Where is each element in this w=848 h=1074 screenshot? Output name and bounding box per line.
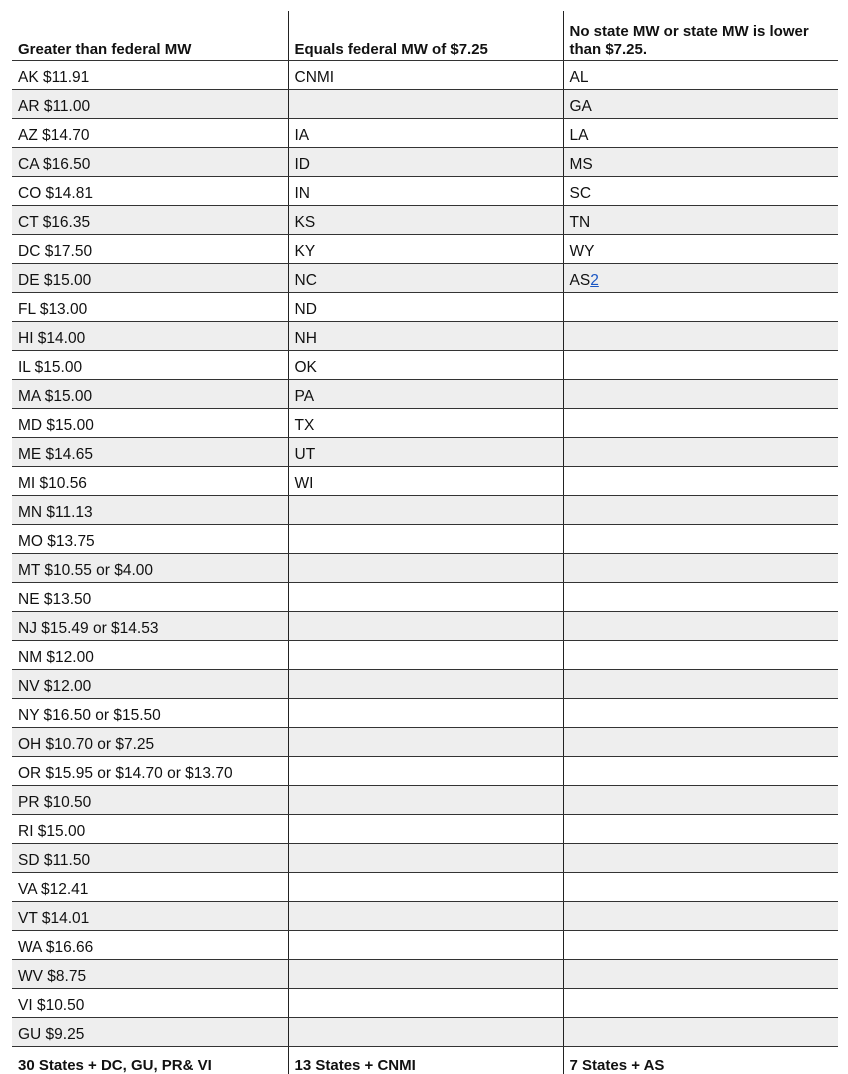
table-row — [12, 235, 838, 264]
table-row — [12, 1018, 838, 1047]
table-body — [12, 61, 838, 1047]
cell-lower-or-none — [563, 554, 838, 583]
cell-greater-than-federal — [12, 699, 288, 728]
cell-equals-federal — [288, 438, 563, 467]
table-row — [12, 612, 838, 641]
cell-greater-than-federal — [12, 293, 288, 322]
cell-greater-than-federal — [12, 554, 288, 583]
cell-text: ID — [295, 156, 311, 173]
cell-lower-or-none — [563, 583, 838, 612]
cell-text: MD $15.00 — [18, 417, 94, 434]
cell-equals-federal — [288, 612, 563, 641]
cell-equals-federal — [288, 554, 563, 583]
cell-equals-federal — [288, 583, 563, 612]
cell-lower-or-none — [563, 496, 838, 525]
cell-greater-than-federal — [12, 380, 288, 409]
cell-greater-than-federal — [12, 119, 288, 148]
cell-text: DC $17.50 — [18, 243, 92, 260]
cell-text: NM $12.00 — [18, 649, 94, 666]
cell-lower-or-none — [563, 90, 838, 119]
cell-text: ME $14.65 — [18, 446, 93, 463]
cell-lower-or-none — [563, 670, 838, 699]
cell-text: NY $16.50 or $15.50 — [18, 707, 161, 724]
table-row — [12, 351, 838, 380]
cell-equals-federal — [288, 119, 563, 148]
cell-text: LA — [570, 127, 589, 144]
cell-greater-than-federal — [12, 728, 288, 757]
cell-greater-than-federal — [12, 844, 288, 873]
cell-greater-than-federal — [12, 1018, 288, 1047]
cell-text: IL $15.00 — [18, 359, 82, 376]
table-row — [12, 438, 838, 467]
cell-text: VA $12.41 — [18, 881, 88, 898]
cell-lower-or-none — [563, 641, 838, 670]
table-row — [12, 931, 838, 960]
cell-text: DE $15.00 — [18, 272, 91, 289]
cell-text: AZ $14.70 — [18, 127, 90, 144]
cell-lower-or-none — [563, 728, 838, 757]
cell-equals-federal — [288, 757, 563, 786]
cell-equals-federal — [288, 496, 563, 525]
cell-text: MO $13.75 — [18, 533, 95, 550]
header-row — [12, 11, 838, 61]
cell-lower-or-none — [563, 380, 838, 409]
cell-equals-federal — [288, 873, 563, 902]
cell-text: ND — [295, 301, 317, 318]
cell-text: CO $14.81 — [18, 185, 93, 202]
cell-greater-than-federal — [12, 873, 288, 902]
cell-text: RI $15.00 — [18, 823, 85, 840]
cell-greater-than-federal — [12, 525, 288, 554]
table-row — [12, 119, 838, 148]
cell-equals-federal — [288, 264, 563, 293]
cell-lower-or-none — [563, 757, 838, 786]
header-equals-federal: Equals federal MW of $7.25 — [288, 11, 563, 61]
cell-text: NJ $15.49 or $14.53 — [18, 620, 158, 637]
table-row — [12, 960, 838, 989]
table-row — [12, 554, 838, 583]
cell-lower-or-none — [563, 438, 838, 467]
cell-text: SD $11.50 — [18, 852, 90, 869]
cell-lower-or-none — [563, 612, 838, 641]
cell-greater-than-federal — [12, 931, 288, 960]
table-row — [12, 757, 838, 786]
cell-text: GU $9.25 — [18, 1026, 84, 1043]
cell-text: MA $15.00 — [18, 388, 92, 405]
total-greater-than-federal: 30 States + DC, GU, PR& VI — [12, 1047, 288, 1074]
cell-text: OR $15.95 or $14.70 or $13.70 — [18, 765, 233, 782]
table-row — [12, 641, 838, 670]
cell-equals-federal — [288, 844, 563, 873]
cell-greater-than-federal — [12, 989, 288, 1018]
cell-equals-federal — [288, 380, 563, 409]
cell-greater-than-federal — [12, 960, 288, 989]
cell-greater-than-federal — [12, 583, 288, 612]
cell-equals-federal — [288, 641, 563, 670]
cell-equals-federal — [288, 525, 563, 554]
cell-greater-than-federal — [12, 90, 288, 119]
table-row — [12, 206, 838, 235]
cell-text: AK $11.91 — [18, 69, 89, 86]
cell-lower-or-none — [563, 409, 838, 438]
table-row — [12, 496, 838, 525]
table-totals — [12, 1047, 838, 1074]
table-row — [12, 322, 838, 351]
cell-text: IN — [295, 185, 311, 202]
cell-equals-federal — [288, 931, 563, 960]
cell-greater-than-federal — [12, 409, 288, 438]
cell-greater-than-federal — [12, 322, 288, 351]
cell-greater-than-federal — [12, 902, 288, 931]
table-row — [12, 902, 838, 931]
cell-lower-or-none — [563, 148, 838, 177]
footnote-link[interactable]: 2 — [590, 272, 599, 289]
cell-greater-than-federal — [12, 670, 288, 699]
table-row — [12, 873, 838, 902]
cell-text: MT $10.55 or $4.00 — [18, 562, 153, 579]
cell-text: WV $8.75 — [18, 968, 86, 985]
cell-equals-federal — [288, 1018, 563, 1047]
cell-equals-federal — [288, 351, 563, 380]
cell-text: GA — [570, 98, 592, 115]
cell-equals-federal — [288, 177, 563, 206]
cell-greater-than-federal — [12, 177, 288, 206]
cell-text: KY — [295, 243, 316, 260]
cell-greater-than-federal — [12, 438, 288, 467]
table-row — [12, 61, 838, 90]
table-row — [12, 670, 838, 699]
cell-lower-or-none — [563, 902, 838, 931]
table-row — [12, 90, 838, 119]
minimum-wage-table — [12, 11, 838, 1074]
cell-text: PR $10.50 — [18, 794, 91, 811]
cell-text: HI $14.00 — [18, 330, 85, 347]
cell-text: PA — [295, 388, 315, 405]
cell-equals-federal — [288, 728, 563, 757]
cell-text: OK — [295, 359, 317, 376]
table-row — [12, 844, 838, 873]
header-lower-or-none: No state MW or state MW is lower than $7.25. — [563, 11, 838, 61]
cell-greater-than-federal — [12, 61, 288, 90]
table-row — [12, 380, 838, 409]
cell-lower-or-none — [563, 293, 838, 322]
cell-lower-or-none — [563, 264, 838, 293]
cell-text: OH $10.70 or $7.25 — [18, 736, 154, 753]
table-row — [12, 583, 838, 612]
cell-greater-than-federal — [12, 757, 288, 786]
cell-text: NE $13.50 — [18, 591, 91, 608]
table-row — [12, 409, 838, 438]
cell-greater-than-federal — [12, 641, 288, 670]
table-row — [12, 148, 838, 177]
cell-text: CNMI — [295, 69, 335, 86]
cell-lower-or-none — [563, 786, 838, 815]
cell-greater-than-federal — [12, 264, 288, 293]
table-row — [12, 815, 838, 844]
cell-text: NH — [295, 330, 317, 347]
cell-lower-or-none — [563, 815, 838, 844]
cell-greater-than-federal — [12, 786, 288, 815]
cell-equals-federal — [288, 61, 563, 90]
table-row — [12, 989, 838, 1018]
cell-lower-or-none — [563, 206, 838, 235]
cell-lower-or-none — [563, 177, 838, 206]
cell-text: VT $14.01 — [18, 910, 89, 927]
cell-text: IA — [295, 127, 310, 144]
cell-text: AS — [570, 272, 591, 289]
cell-equals-federal — [288, 699, 563, 728]
cell-lower-or-none — [563, 525, 838, 554]
cell-equals-federal — [288, 989, 563, 1018]
totals-row — [12, 1047, 838, 1074]
cell-lower-or-none — [563, 699, 838, 728]
cell-text: SC — [570, 185, 592, 202]
table-row — [12, 699, 838, 728]
cell-equals-federal — [288, 293, 563, 322]
cell-text: MI $10.56 — [18, 475, 87, 492]
cell-greater-than-federal — [12, 815, 288, 844]
cell-lower-or-none — [563, 989, 838, 1018]
cell-greater-than-federal — [12, 351, 288, 380]
cell-lower-or-none — [563, 235, 838, 264]
table-row — [12, 293, 838, 322]
cell-equals-federal — [288, 960, 563, 989]
cell-equals-federal — [288, 206, 563, 235]
cell-equals-federal — [288, 786, 563, 815]
table-header — [12, 11, 838, 61]
table-row — [12, 177, 838, 206]
cell-text: AL — [570, 69, 589, 86]
cell-equals-federal — [288, 148, 563, 177]
total-equals-federal: 13 States + CNMI — [288, 1047, 563, 1074]
cell-equals-federal — [288, 235, 563, 264]
cell-lower-or-none — [563, 61, 838, 90]
cell-lower-or-none — [563, 119, 838, 148]
cell-text: MS — [570, 156, 593, 173]
cell-equals-federal — [288, 670, 563, 699]
cell-lower-or-none — [563, 873, 838, 902]
cell-text: TN — [570, 214, 591, 231]
cell-equals-federal — [288, 815, 563, 844]
cell-text: TX — [295, 417, 315, 434]
table-row — [12, 728, 838, 757]
cell-greater-than-federal — [12, 148, 288, 177]
cell-greater-than-federal — [12, 467, 288, 496]
cell-lower-or-none — [563, 844, 838, 873]
cell-lower-or-none — [563, 931, 838, 960]
cell-lower-or-none — [563, 351, 838, 380]
cell-text: NC — [295, 272, 317, 289]
cell-text: VI $10.50 — [18, 997, 84, 1014]
cell-lower-or-none — [563, 960, 838, 989]
cell-equals-federal — [288, 90, 563, 119]
cell-text: AR $11.00 — [18, 98, 90, 115]
cell-text: CA $16.50 — [18, 156, 90, 173]
total-lower-or-none: 7 States + AS — [563, 1047, 838, 1074]
cell-text: WA $16.66 — [18, 939, 93, 956]
cell-greater-than-federal — [12, 496, 288, 525]
table-row — [12, 467, 838, 496]
table-row — [12, 264, 838, 293]
cell-equals-federal — [288, 322, 563, 351]
cell-greater-than-federal — [12, 206, 288, 235]
table-row — [12, 786, 838, 815]
cell-equals-federal — [288, 409, 563, 438]
cell-equals-federal — [288, 902, 563, 931]
cell-text: CT $16.35 — [18, 214, 90, 231]
cell-text: NV $12.00 — [18, 678, 91, 695]
cell-lower-or-none — [563, 322, 838, 351]
cell-text: UT — [295, 446, 316, 463]
table-row — [12, 525, 838, 554]
cell-text: WI — [295, 475, 314, 492]
cell-greater-than-federal — [12, 612, 288, 641]
cell-lower-or-none — [563, 467, 838, 496]
cell-lower-or-none — [563, 1018, 838, 1047]
cell-text: FL $13.00 — [18, 301, 87, 318]
cell-text: MN $11.13 — [18, 504, 93, 521]
cell-greater-than-federal — [12, 235, 288, 264]
cell-equals-federal — [288, 467, 563, 496]
header-greater-than-federal: Greater than federal MW — [12, 11, 288, 61]
cell-text: WY — [570, 243, 595, 260]
cell-text: KS — [295, 214, 316, 231]
